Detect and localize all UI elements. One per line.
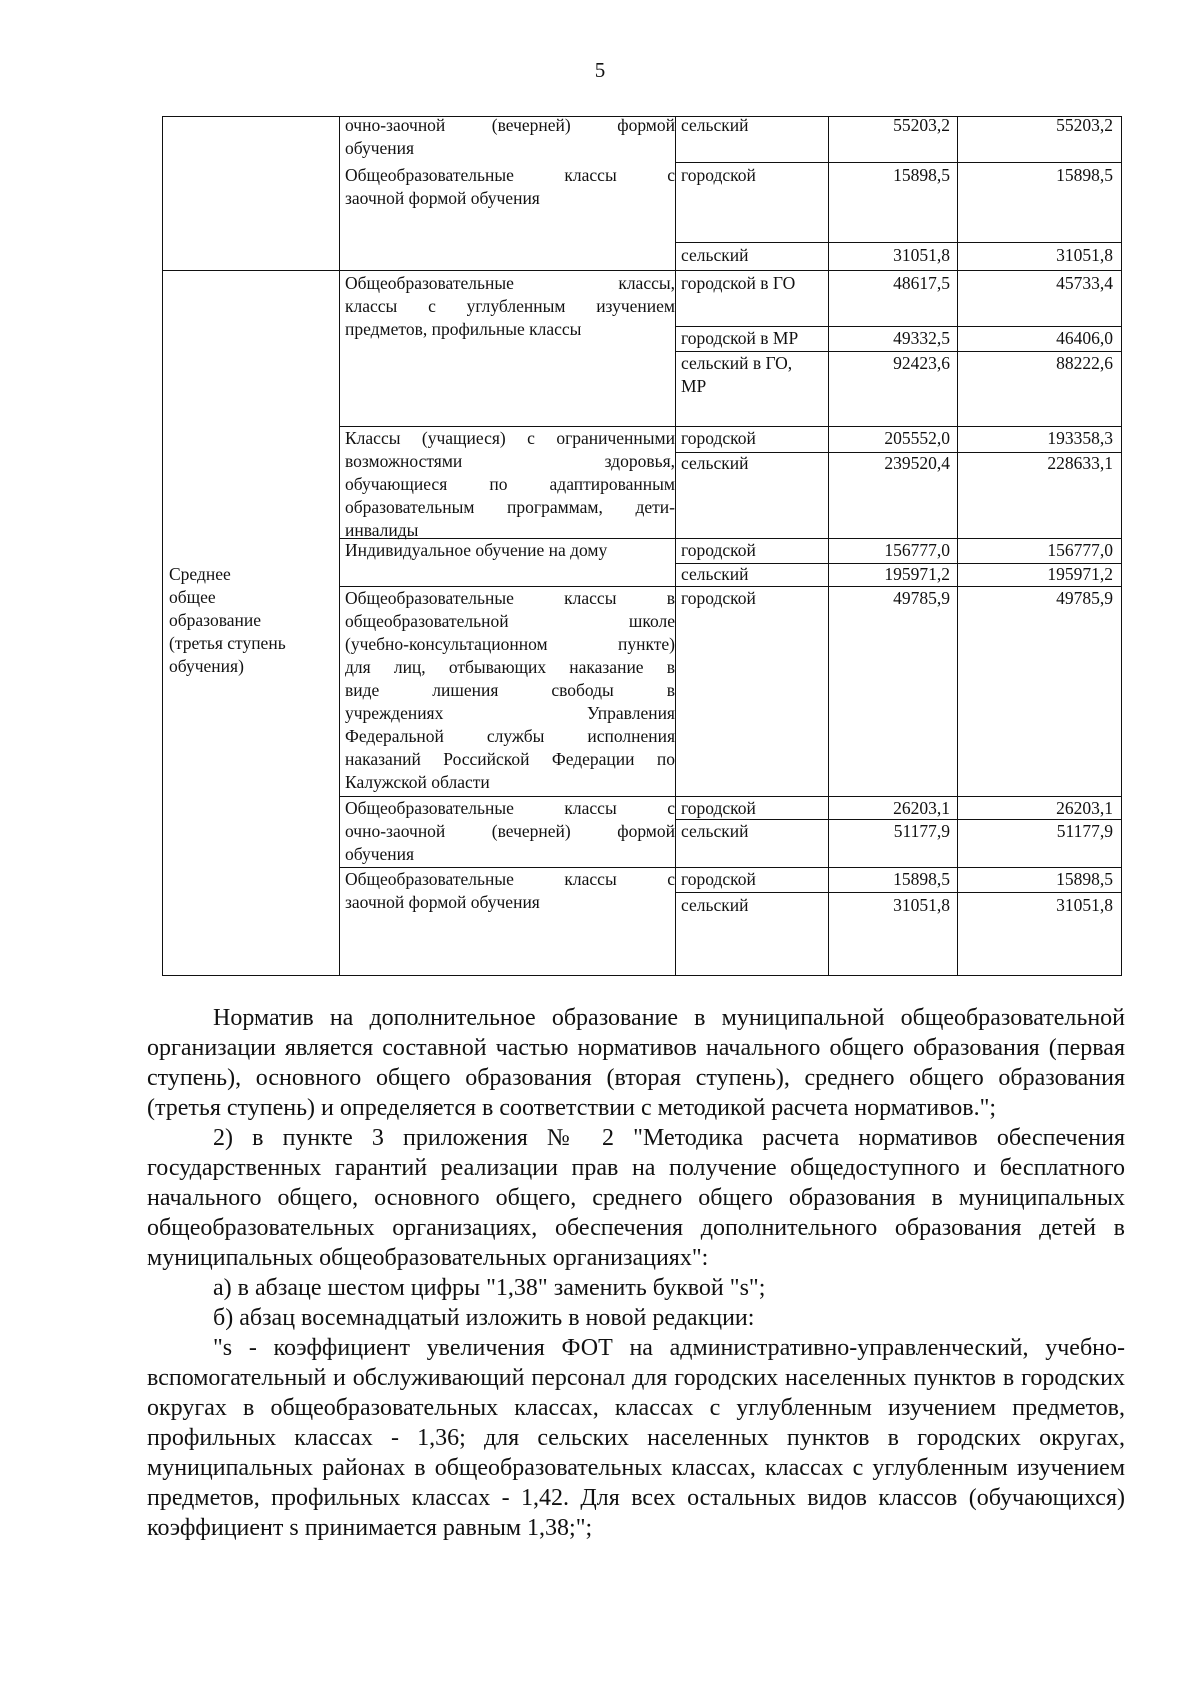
class-description: Общеобразовательные классы с очно-заочной (вечерней) формой обучения [345,798,675,864]
area-type: городской [681,540,756,560]
norm-value: 195971,2 [884,564,950,584]
area-type: городской в МР [681,328,799,348]
area-type: сельский [681,453,749,473]
class-description: Общеобразовательные классы с заочной формой обучения [345,869,675,912]
norm-value: 15898,5 [893,165,950,185]
norm-value: 15898,5 [1056,165,1113,185]
norm-value: 92423,6 [893,353,950,373]
norm-value: 26203,1 [893,798,950,818]
paragraph: б) абзац восемнадцатый изложить в новой редакции: [213,1305,755,1331]
page-number: 5 [594,58,606,82]
paragraph: а) в абзаце шестом цифры "1,38" заменить буквой "s"; [213,1275,766,1301]
norm-value: 51177,9 [893,821,950,841]
norm-value: 45733,4 [1056,273,1113,293]
class-description: Общеобразовательные классы с заочной формой обучения [345,165,675,208]
norm-value: 156777,0 [884,540,950,560]
column-divider [675,117,676,975]
norm-value: 49785,9 [893,588,950,608]
area-type: сельский [681,895,749,915]
class-description: Общеобразовательные классы в общеобразовательной школе (учебно-консультационном пункте) для лиц, отбывающих наказание в виде лишения свободы в учреждениях Управления Федеральной службы исполнения наказаний Российской Федерации по Калужской области [345,588,675,792]
norm-value: 15898,5 [1056,869,1113,889]
document-body [147,1003,1125,1543]
area-type: городской [681,165,756,185]
norm-value: 228633,1 [1047,453,1113,473]
area-type: сельский [681,821,749,841]
norms-table [162,116,1122,976]
area-type: городской [681,798,756,818]
paragraph: Норматив на дополнительное образование в муниципальной общеобразовательной организации является составной частью нормативов начального общего образования (первая ступень), основного общего образования (вторая ступень), среднего общего образования (третья ступень) и определяется в соответствии с методикой расчета нормативов."; [147,1005,1125,1121]
norm-value: 156777,0 [1047,540,1113,560]
paragraph: "s - коэффициент увеличения ФОТ на административно-управленческий, учебно-вспомогательный и обслуживающий персонал для городских населенных пунктов в городских округах в общеобразовательных классах, классах с углубленным изучением предметов, профильных классах - 1,36; для сельских населенных пунктов в городских округах, муниципальных районах в общеобразовательных классах, классах с углубленным изучением предметов, профильных классах - 1,42. Для всех остальных видов классов (обучающихся) коэффициент s принимается равным 1,38;"; [147,1335,1125,1541]
norm-value: 49332,5 [893,328,950,348]
row-divider [675,242,1121,243]
norm-value: 88222,6 [1056,353,1113,373]
class-description: Индивидуальное обучение на дому [345,540,608,560]
norm-value: 239520,4 [884,453,950,473]
class-description: очно-заочной (вечерней) формой обучения [345,115,675,158]
area-type: сельский [681,564,749,584]
area-type: сельский в ГО, МР [681,353,793,396]
norm-value: 46406,0 [1056,328,1113,348]
class-description: Общеобразовательные классы, классы с углубленным изучением предметов, профильные классы [345,273,675,339]
row-divider [163,270,1121,271]
norm-value: 205552,0 [884,428,950,448]
area-type: городской [681,869,756,889]
class-description: Классы (учащиеся) с ограниченными возможностями здоровья, обучающиеся по адаптированным образовательным программам, дети- инвалиды [345,428,675,540]
norm-value: 31051,8 [893,245,950,265]
row-divider [675,892,1121,893]
norm-value: 55203,2 [893,115,950,135]
area-type: городской [681,588,756,608]
norm-value: 193358,3 [1047,428,1113,448]
column-divider [957,117,958,975]
norm-value: 195971,2 [1047,564,1113,584]
norm-value: 55203,2 [1056,115,1113,135]
area-type: городской в ГО [681,273,796,293]
norm-value: 49785,9 [1056,588,1113,608]
education-level-label: Среднее общее образование (третья ступень обучения) [169,564,286,676]
column-divider [828,117,829,975]
area-type: городской [681,428,756,448]
area-type: сельский [681,245,749,265]
column-divider [339,117,340,975]
norm-value: 31051,8 [893,895,950,915]
norm-value: 15898,5 [893,869,950,889]
norm-value: 31051,8 [1056,895,1113,915]
norm-value: 48617,5 [893,273,950,293]
area-type: сельский [681,115,749,135]
norm-value: 31051,8 [1056,245,1113,265]
norm-value: 26203,1 [1056,798,1113,818]
paragraph: 2) в пункте 3 приложения № 2 "Методика расчета нормативов обеспечения государственных гарантий реализации прав на получение общедоступного и бесплатного начального общего, основного общего, среднего общего образования в муниципальных общеобразовательных организациях, обеспечения дополнительного образования детей в муниципальных общеобразовательных организациях": [147,1125,1125,1271]
norm-value: 51177,9 [1056,821,1113,841]
row-divider [675,162,1121,163]
